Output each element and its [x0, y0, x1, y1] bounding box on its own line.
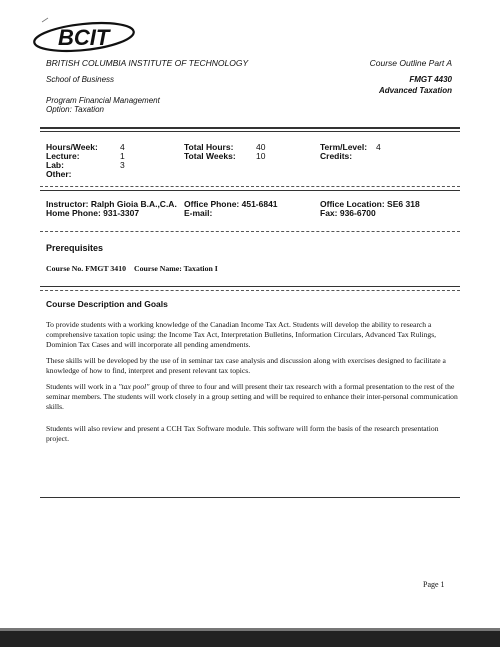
- credits-label: Credits:: [320, 151, 353, 161]
- page-number: Page 1: [423, 580, 445, 589]
- divider: [40, 127, 460, 129]
- description-paragraph: These skills will be developed by the use of in seminar tax case analysis and discussion along with exercises designed to facilitate a knowledge of how to find, interpret and present relevant tax topics.: [46, 356, 446, 375]
- description-paragraph: To provide students with a working knowledge of the Canadian Income Tax Act. Students will develop the ability to research a comprehensive taxation topic using: the Income Tax Act, Interpretation Bulletins, Information Circulars, Advanced Tax Rulings, Dominion Tax Cases and will incorporate all pending amendments.: [46, 320, 437, 349]
- description-paragraph: Students will also review and present a CCH Tax Software module. This software will form the basis of the research presentation project.: [46, 424, 439, 443]
- bcit-logo: [28, 16, 138, 54]
- lecture-value: 1: [120, 151, 125, 161]
- other-label: Other:: [46, 169, 72, 179]
- hours-week-value: 4: [120, 142, 125, 152]
- total-hours-value: 40: [256, 142, 266, 152]
- divider: [40, 186, 460, 187]
- course-title: Advanced Taxation: [378, 86, 452, 95]
- lab-label: Lab:: [46, 160, 64, 170]
- fax-number: Fax: 936-6700: [320, 208, 376, 218]
- term-level-value: 4: [376, 142, 381, 152]
- course-code: FMGT 4430: [409, 75, 452, 84]
- office-phone: Office Phone: 451-6841: [184, 199, 278, 209]
- office-location: Office Location: SE6 318: [320, 199, 420, 209]
- description-paragraph: Students will work in a "tax pool" group of three to four and will present their tax research with a formal presentation to the rest of the seminar members. The students will work closely in a group setting and will be required to enhance their inter-personal communication skills.: [46, 382, 458, 411]
- prerequisite-course-name: Course Name: Taxation I: [134, 264, 218, 273]
- prerequisite-course-no: Course No. FMGT 3410: [46, 264, 126, 273]
- term-level-label: Term/Level:: [320, 142, 368, 152]
- description-heading: Course Description and Goals: [46, 299, 168, 309]
- prerequisites-heading: Prerequisites: [46, 243, 104, 253]
- lecture-label: Lecture:: [46, 151, 80, 161]
- divider: [40, 290, 460, 291]
- school-name: School of Business: [46, 75, 115, 84]
- home-phone: Home Phone: 931-3307: [46, 208, 140, 218]
- program-name: Program Financial Management: [46, 96, 160, 105]
- total-hours-label: Total Hours:: [184, 142, 234, 152]
- scan-edge: [0, 631, 500, 647]
- instructor-name: Instructor: Ralph Gioia B.A.,C.A.: [46, 199, 177, 209]
- program-option: Option: Taxation: [46, 105, 104, 114]
- lab-value: 3: [120, 160, 125, 170]
- divider: [40, 131, 460, 132]
- divider: [40, 497, 460, 498]
- document-type: Course Outline Part A: [369, 58, 452, 68]
- email-label: E-mail:: [184, 208, 213, 218]
- institution-name: BRITISH COLUMBIA INSTITUTE OF TECHNOLOGY: [46, 58, 249, 68]
- divider: [40, 286, 460, 287]
- svg-text:BCIT: BCIT: [58, 25, 110, 50]
- hours-week-label: Hours/Week:: [46, 142, 98, 152]
- total-weeks-label: Total Weeks:: [184, 151, 236, 161]
- divider: [40, 190, 460, 191]
- divider: [40, 231, 460, 232]
- total-weeks-value: 10: [256, 151, 266, 161]
